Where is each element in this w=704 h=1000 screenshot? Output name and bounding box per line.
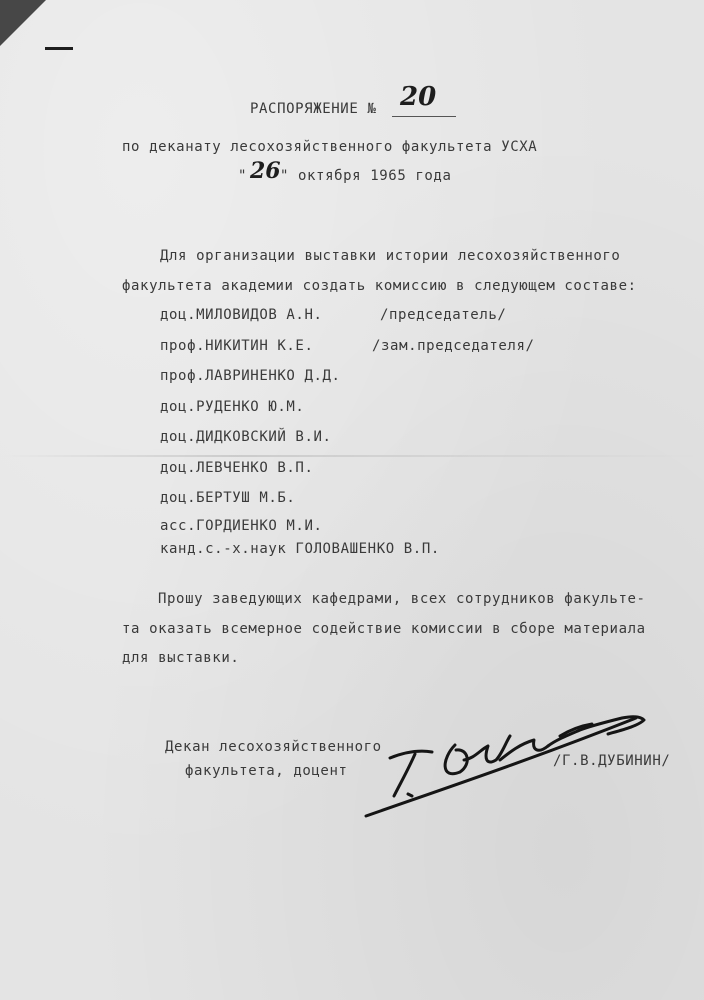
member-name: доц.БЕРТУШ М.Б. (160, 490, 296, 506)
member-name: доц.ДИДКОВСКИЙ В.И. (160, 429, 332, 445)
member-name: асс.ГОРДИЕНКО М.И. (160, 518, 323, 534)
date-open-quote: " (238, 168, 248, 184)
intro-line-2: факультета академии создать комиссию в следующем составе: (122, 278, 637, 294)
torn-corner (0, 0, 46, 46)
member-name: проф.НИКИТИН К.Е. (160, 338, 314, 354)
paper-fold-line (0, 455, 704, 457)
request-line-3: для выставки. (122, 650, 240, 666)
member-name: доц.РУДЕНКО Ю.М. (160, 399, 305, 415)
date-day: 26 (250, 158, 281, 184)
order-title: РАСПОРЯЖЕНИЕ № (250, 101, 377, 117)
request-line-2: та оказать всемерное содействие комиссии в сборе материала (122, 621, 646, 637)
request-line-1: Прошу заведующих кафедрами, всех сотрудников факульте- (158, 591, 646, 607)
handwritten-signature (360, 700, 660, 820)
signatory-position-line-1: Декан лесохозяйственного (165, 739, 382, 755)
order-subtitle: по деканату лесохозяйственного факультета УСХА (122, 139, 538, 155)
date-close-quote: " (280, 168, 290, 184)
member-role: /зам.председателя/ (372, 338, 535, 354)
member-name: доц.ЛЕВЧЕНКО В.П. (160, 460, 314, 476)
member-name: канд.с.-х.наук ГОЛОВАШЕНКО В.П. (160, 541, 440, 557)
order-number: 20 (400, 82, 437, 112)
intro-line-1: Для организации выставки истории лесохозяйственного (160, 248, 621, 264)
signatory-name: /Г.В.ДУБИНИН/ (553, 753, 671, 769)
margin-dash-mark (45, 47, 73, 50)
order-number-underline (392, 116, 456, 117)
date-month-year: октября 1965 года (298, 168, 452, 184)
member-name: доц.МИЛОВИДОВ А.Н. (160, 307, 323, 323)
member-role: /председатель/ (380, 307, 507, 323)
member-name: проф.ЛАВРИНЕНКО Д.Д. (160, 368, 341, 384)
signatory-position-line-2: факультета, доцент (185, 763, 348, 779)
